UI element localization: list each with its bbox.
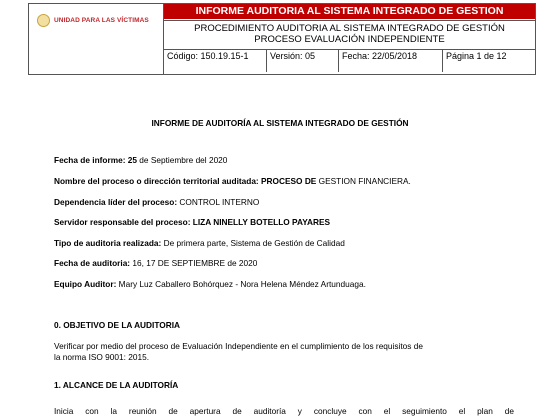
procedure-line-2: PROCESO EVALUACIÓN INDEPENDIENTE [254, 34, 445, 46]
field-tipo-auditoria [54, 238, 345, 248]
logo-text: UNIDAD PARA LAS VÍCTIMAS [54, 17, 149, 24]
field-dependencia [54, 197, 259, 207]
logo-cell [29, 4, 164, 75]
logo [37, 14, 149, 27]
field-label: Dependencia líder del proceso: [54, 197, 180, 207]
procedure-cell [164, 21, 536, 49]
header-title-cell [164, 4, 536, 21]
field-fecha-informe [54, 155, 227, 165]
section-1-paragraph: Inicia con la reunión de apertura de auditoría y concluye con el seguimiento el plan de [54, 406, 514, 416]
field-label: Servidor responsable del proceso: [54, 217, 193, 227]
field-label: Tipo de auditoria realizada: [54, 238, 164, 248]
document-header-table [28, 3, 536, 75]
meta-cell [164, 49, 536, 74]
header-title: INFORME AUDITORIA AL SISTEMA INTEGRADO DE GESTION [164, 4, 535, 19]
section-0-paragraph [54, 341, 514, 363]
field-value-bold: 25 [127, 155, 137, 165]
field-value: De primera parte, Sistema de Gestión de Calidad [163, 238, 345, 248]
field-value-bold: LIZA NINELLY BOTELLO PAYARES [192, 217, 331, 227]
code-field: Código: 150.19.15-1 [164, 50, 267, 72]
seal-icon [37, 14, 50, 27]
section-1-heading: 1. ALCANCE DE LA AUDITORÍA [54, 380, 179, 390]
version-field: Versión: 05 [267, 50, 339, 72]
field-label: Fecha de informe: [54, 155, 128, 165]
field-equipo-auditor [54, 279, 366, 289]
section-0-heading: 0. OBJETIVO DE LA AUDITORIA [54, 320, 181, 330]
field-fecha-auditoria [54, 258, 257, 268]
field-label: Fecha de auditoria: [54, 258, 133, 268]
procedure-title [164, 21, 535, 46]
meta-row [164, 50, 535, 72]
field-value: de Septiembre del 2020 [137, 155, 228, 165]
section-0-line-1: Verificar por medio del proceso de Evaluación Independiente en el cumplimiento de los requisitos de [54, 341, 423, 351]
procedure-line-1: PROCEDIMIENTO AUDITORIA AL SISTEMA INTEGRADO DE GESTIÓN [194, 23, 505, 35]
report-title: INFORME DE AUDITORÍA AL SISTEMA INTEGRADO DE GESTIÓN [151, 118, 409, 128]
field-value: CONTROL INTERNO [179, 197, 260, 207]
field-servidor [54, 217, 330, 227]
field-label: Nombre del proceso o dirección territorial auditada: [54, 176, 262, 186]
field-value: GESTION FINANCIERA. [316, 176, 411, 186]
field-value: 16, 17 DE SEPTIEMBRE de 2020 [132, 258, 258, 268]
section-0-line-2: la norma ISO 9001: 2015. [54, 352, 150, 362]
field-label: Equipo Auditor: [54, 279, 119, 289]
field-value-bold: PROCESO DE [261, 176, 317, 186]
page-field: Página 1 de 12 [446, 50, 507, 61]
field-value: Mary Luz Caballero Bohórquez - Nora Helena Méndez Artunduaga. [118, 279, 366, 289]
field-nombre-proceso [54, 176, 411, 186]
date-field: Fecha: 22/05/2018 [339, 50, 443, 72]
